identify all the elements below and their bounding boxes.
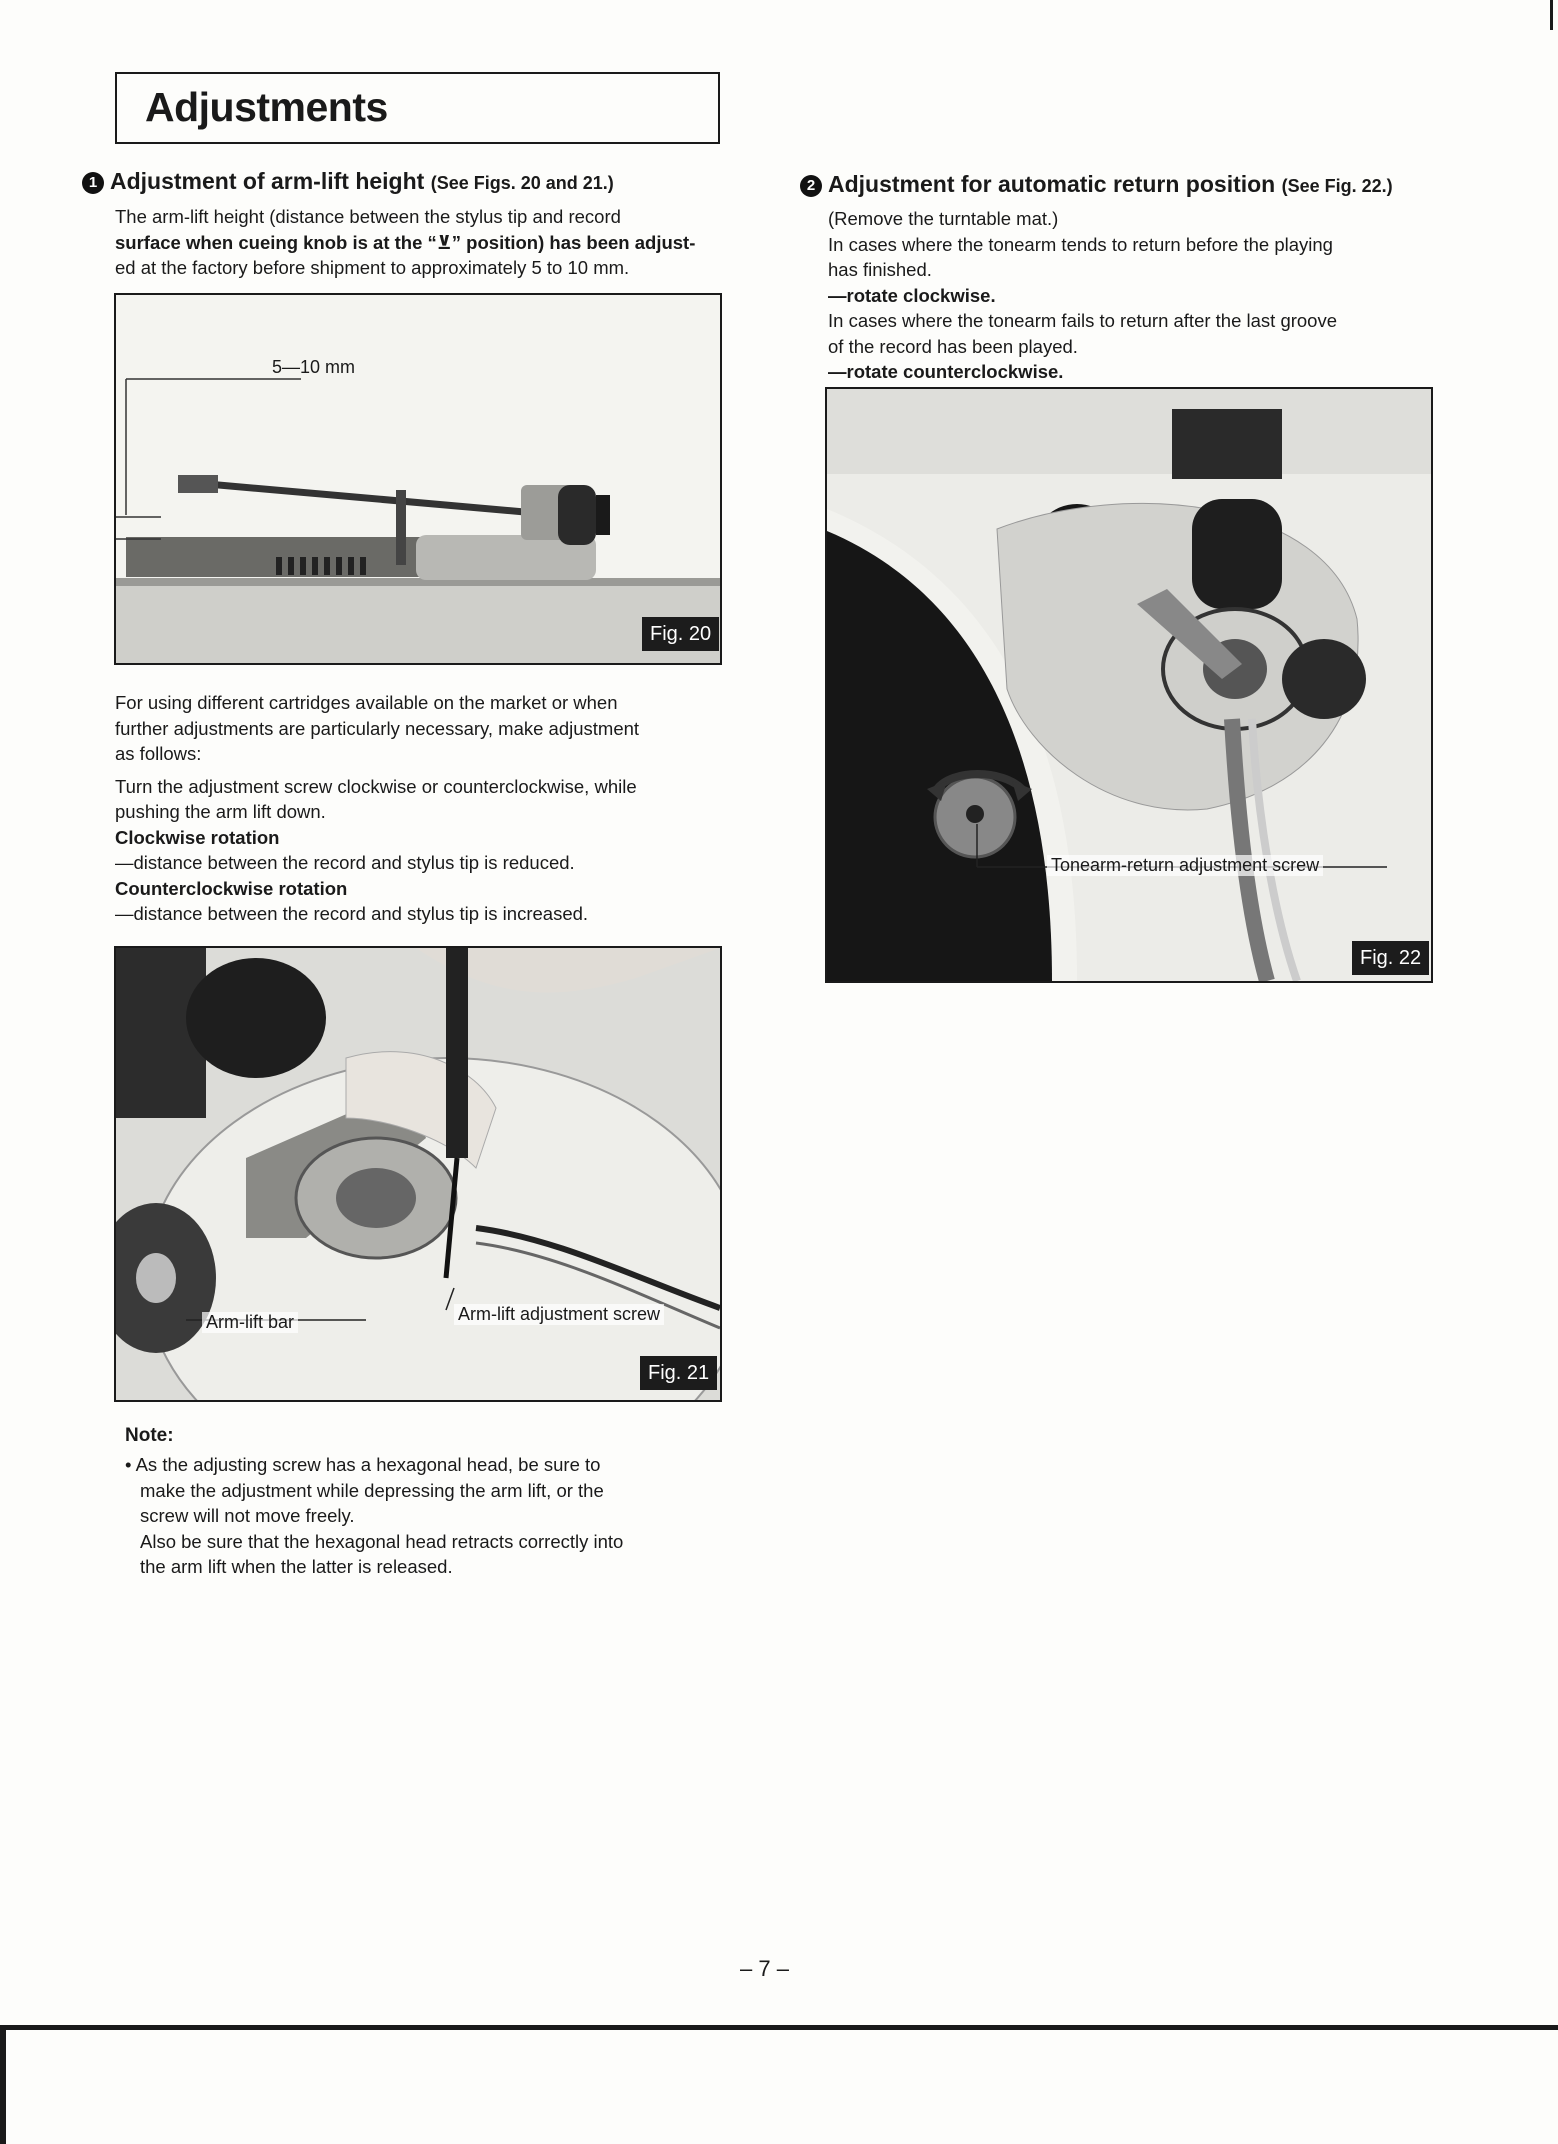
figure-22 [825, 387, 1433, 983]
section2-number: 2 [800, 175, 822, 197]
section2-line: In cases where the tonearm fails to return after the last groove [828, 310, 1338, 331]
section2-heading-text: Adjustment for automatic return position [828, 171, 1276, 197]
note-title: Note: [125, 1425, 174, 1446]
cw-text: —distance between the record and stylus tip is reduced. [115, 852, 575, 873]
page-edge-right [1550, 0, 1553, 30]
more-line: For using different cartridges available on the market or when [115, 692, 618, 713]
turn-line: pushing the arm lift down. [115, 801, 326, 822]
fig21-callout-arm-lift-bar: Arm-lift bar [202, 1312, 298, 1333]
figure-21 [114, 946, 722, 1402]
note-line: • As the adjusting screw has a hexagonal head, be sure to [125, 1454, 601, 1475]
fig22-illustration [827, 389, 1431, 981]
fig21-label: Fig. 21 [640, 1356, 717, 1390]
ccw-title: Counterclockwise rotation [115, 877, 348, 899]
section2-line: of the record has been played. [828, 335, 1078, 357]
section1-number: 1 [82, 172, 104, 194]
bottom-rule [0, 2025, 1558, 2030]
section1-more [115, 690, 727, 927]
section2-action2: —rotate counterclockwise. [828, 361, 1064, 382]
intro-line: ed at the factory before shipment to approximately 5 to 10 mm. [115, 257, 630, 278]
note-line: screw will not move freely. [140, 1505, 355, 1526]
section2-action1: —rotate clockwise. [828, 284, 996, 306]
page-title: Adjustments [145, 84, 388, 130]
fig20-illustration [116, 295, 720, 663]
section1-intro [115, 204, 727, 281]
figure-20 [114, 293, 722, 665]
title-box [115, 72, 720, 144]
more-line: as follows: [115, 743, 202, 764]
section2-body [828, 206, 1448, 385]
note-line: Also be sure that the hexagonal head retracts correctly into [140, 1530, 624, 1552]
section1-heading-text: Adjustment of arm-lift height [110, 168, 425, 194]
note-body [125, 1452, 725, 1580]
intro-line: surface when cueing knob is at the “⊻” position) has been adjust- [115, 231, 696, 253]
cw-title: Clockwise rotation [115, 826, 280, 848]
section1-ref: (See Figs. 20 and 21.) [430, 173, 614, 193]
section2-ref: (See Fig. 22.) [1281, 176, 1393, 196]
intro-line: The arm-lift height (distance between the stylus tip and record [115, 206, 621, 227]
fig22-callout-screw: Tonearm-return adjustment screw [1047, 855, 1323, 876]
section2-heading [800, 171, 1393, 198]
note-line: the arm lift when the latter is released. [140, 1556, 453, 1577]
page-edge [0, 2030, 6, 2144]
turn-line: Turn the adjustment screw clockwise or counterclockwise, while [115, 775, 637, 797]
fig21-callout-screw: Arm-lift adjustment screw [454, 1304, 664, 1325]
fig22-label: Fig. 22 [1352, 941, 1429, 975]
section2-line: In cases where the tonearm tends to return before the playing [828, 233, 1333, 255]
note-line: make the adjustment while depressing the arm lift, or the [140, 1479, 604, 1501]
ccw-text: —distance between the record and stylus tip is increased. [115, 903, 589, 924]
fig20-label: Fig. 20 [642, 617, 719, 651]
section2-line: (Remove the turntable mat.) [828, 208, 1059, 229]
fig20-dimension: 5—10 mm [272, 357, 356, 377]
section1-heading [82, 168, 614, 195]
more-line: further adjustments are particularly necessary, make adjustment [115, 717, 640, 739]
section2-line: has finished. [828, 259, 932, 280]
page-number: – 7 – [740, 1956, 789, 1981]
